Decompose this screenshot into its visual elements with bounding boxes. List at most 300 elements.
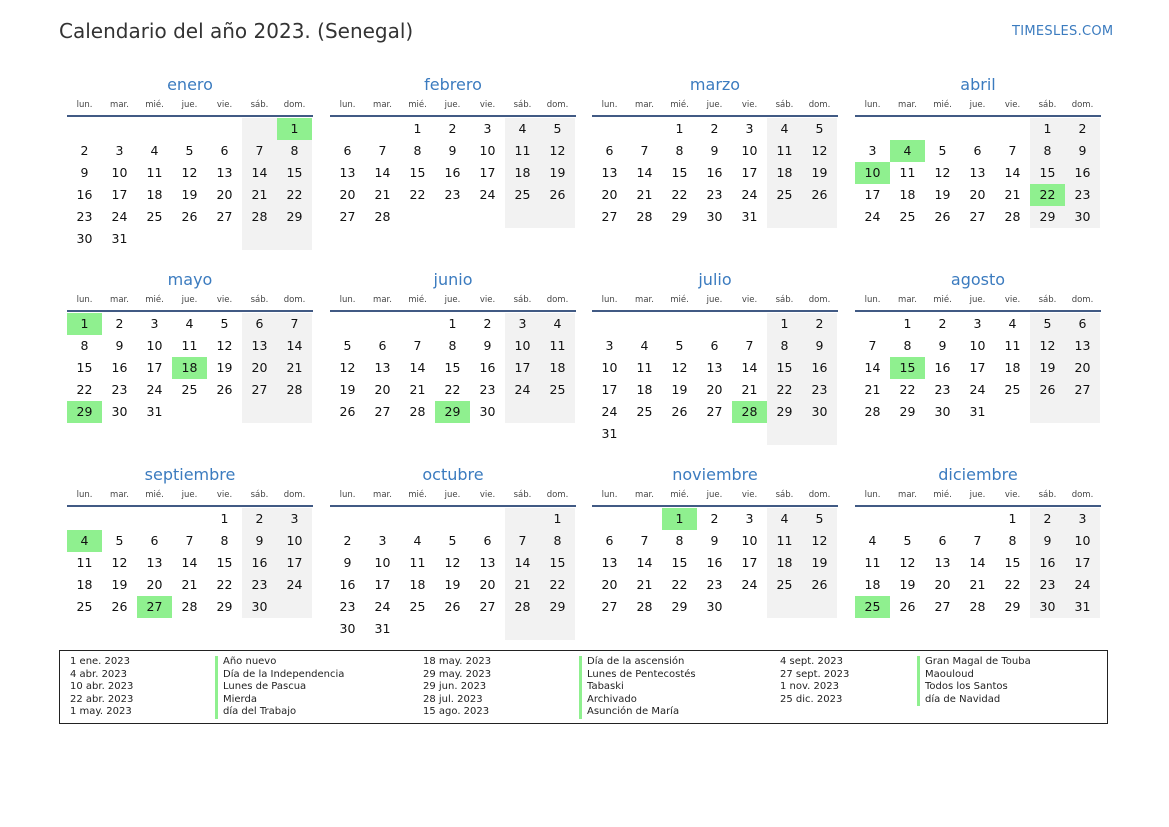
month-title: octubre	[422, 465, 484, 484]
day-cell: 8	[675, 533, 684, 548]
day-cell: 15	[286, 165, 303, 180]
day-cell: 26	[1039, 382, 1056, 397]
day-cell: 8	[290, 143, 299, 158]
holiday-legend	[59, 650, 1108, 724]
day-cell: 21	[636, 187, 653, 202]
month-title: diciembre	[938, 465, 1018, 484]
day-cell: 9	[815, 338, 824, 353]
day-cell: 11	[776, 143, 793, 158]
day-cell: 12	[444, 555, 461, 570]
day-cell: 24	[111, 209, 128, 224]
day-cell: 21	[1004, 187, 1021, 202]
weekday-label: jue.	[181, 295, 198, 305]
holiday-day-cell: 29	[67, 401, 102, 423]
day-cell: 2	[255, 511, 264, 526]
weekday-label: sáb.	[250, 100, 269, 110]
weekday-label: mar.	[373, 100, 392, 110]
day-cell: 19	[444, 577, 461, 592]
day-cell: 4	[518, 121, 527, 136]
day-cell: 17	[286, 555, 303, 570]
day-cell: 19	[899, 577, 916, 592]
weekday-label: mar.	[373, 490, 392, 500]
holiday-day-cell: 1	[67, 313, 102, 335]
day-cell: 4	[150, 143, 159, 158]
day-cell: 21	[864, 382, 881, 397]
day-cell: 20	[601, 187, 618, 202]
day-cell: 19	[549, 165, 566, 180]
day-cell: 23	[1074, 187, 1091, 202]
day-cell: 2	[710, 121, 719, 136]
legend-holiday-name: Maouloud	[917, 669, 974, 682]
weekday-label: mar.	[898, 100, 917, 110]
day-cell: 30	[111, 404, 128, 419]
day-cell: 18	[864, 577, 881, 592]
day-cell: 10	[286, 533, 303, 548]
day-cell: 7	[413, 338, 422, 353]
day-cell: 19	[216, 360, 233, 375]
day-cell: 22	[409, 187, 426, 202]
day-cell: 28	[864, 404, 881, 419]
day-cell: 5	[553, 121, 562, 136]
day-cell: 31	[146, 404, 163, 419]
day-cell: 14	[636, 165, 653, 180]
day-cell: 31	[374, 621, 391, 636]
day-cell: 23	[479, 382, 496, 397]
day-cell: 27	[969, 209, 986, 224]
day-cell: 15	[1039, 165, 1056, 180]
day-cell: 10	[111, 165, 128, 180]
weekday-label: dom.	[808, 295, 831, 305]
weekday-label: vie.	[479, 100, 496, 110]
month-title: noviembre	[672, 465, 758, 484]
weekday-label: lun.	[339, 100, 356, 110]
brand-link[interactable]: TIMESLES.COM	[1012, 24, 1114, 39]
day-cell: 18	[549, 360, 566, 375]
day-cell: 16	[1074, 165, 1091, 180]
day-cell: 6	[1078, 316, 1087, 331]
legend-holiday-name: Lunes de Pascua	[215, 681, 306, 694]
weekday-label: mié.	[408, 295, 427, 305]
weekday-label: mar.	[373, 295, 392, 305]
day-cell: 4	[1008, 316, 1017, 331]
day-cell: 27	[706, 404, 723, 419]
day-cell: 4	[413, 533, 422, 548]
holiday-day-cell: 4	[67, 530, 102, 552]
day-cell: 14	[286, 338, 303, 353]
day-cell: 12	[111, 555, 128, 570]
day-cell: 13	[251, 338, 268, 353]
day-cell: 28	[636, 209, 653, 224]
weekday-label: sáb.	[1038, 490, 1057, 500]
day-cell: 28	[409, 404, 426, 419]
holiday-day-cell: 15	[890, 357, 925, 379]
day-cell: 14	[251, 165, 268, 180]
legend-date: 22 abr. 2023	[70, 693, 134, 705]
day-cell: 20	[969, 187, 986, 202]
day-cell: 2	[80, 143, 89, 158]
day-cell: 14	[741, 360, 758, 375]
weekday-label: sáb.	[1038, 100, 1057, 110]
day-cell: 9	[80, 165, 89, 180]
day-cell: 1	[553, 511, 562, 526]
day-cell: 11	[549, 338, 566, 353]
day-cell: 27	[601, 209, 618, 224]
holiday-day-cell: 1	[277, 118, 312, 140]
day-cell: 16	[76, 187, 93, 202]
day-cell: 27	[1074, 382, 1091, 397]
day-cell: 10	[741, 143, 758, 158]
day-cell: 28	[636, 599, 653, 614]
weekday-label: mié.	[145, 295, 164, 305]
weekday-label: mar.	[635, 100, 654, 110]
day-cell: 9	[115, 338, 124, 353]
day-cell: 6	[150, 533, 159, 548]
month-title: febrero	[424, 75, 482, 94]
month-header-rule	[330, 505, 576, 507]
month-title: agosto	[950, 270, 1006, 289]
weekday-label: sáb.	[1038, 295, 1057, 305]
legend-date: 27 sept. 2023	[780, 668, 850, 680]
legend-date: 28 jul. 2023	[423, 693, 483, 705]
day-cell: 10	[601, 360, 618, 375]
legend-holiday-name: Tabaski	[579, 681, 624, 694]
weekday-label: lun.	[864, 100, 881, 110]
weekday-label: vie.	[216, 295, 233, 305]
day-cell: 6	[938, 533, 947, 548]
day-cell: 7	[745, 338, 754, 353]
day-cell: 17	[864, 187, 881, 202]
day-cell: 24	[514, 382, 531, 397]
weekday-label: dom.	[283, 490, 306, 500]
day-cell: 5	[185, 143, 194, 158]
day-cell: 26	[111, 599, 128, 614]
day-cell: 9	[710, 143, 719, 158]
day-cell: 14	[514, 555, 531, 570]
weekday-label: jue.	[444, 295, 461, 305]
weekday-label: dom.	[546, 295, 569, 305]
day-cell: 3	[745, 121, 754, 136]
day-cell: 11	[1004, 338, 1021, 353]
weekday-label: vie.	[741, 295, 758, 305]
month-header-rule	[592, 505, 838, 507]
day-cell: 1	[903, 316, 912, 331]
legend-date: 1 ene. 2023	[70, 656, 130, 667]
day-cell: 3	[745, 511, 754, 526]
day-cell: 5	[938, 143, 947, 158]
weekday-label: lun.	[339, 490, 356, 500]
day-cell: 6	[343, 143, 352, 158]
day-cell: 30	[706, 209, 723, 224]
month-header-rule	[855, 505, 1101, 507]
day-cell: 21	[374, 187, 391, 202]
day-cell: 17	[1074, 555, 1091, 570]
day-cell: 11	[409, 555, 426, 570]
holiday-day-cell: 18	[172, 357, 207, 379]
day-cell: 24	[479, 187, 496, 202]
day-cell: 19	[811, 165, 828, 180]
day-cell: 12	[811, 533, 828, 548]
day-cell: 16	[251, 555, 268, 570]
day-cell: 16	[444, 165, 461, 180]
day-cell: 4	[553, 316, 562, 331]
day-cell: 9	[448, 143, 457, 158]
day-cell: 22	[1004, 577, 1021, 592]
day-cell: 11	[899, 165, 916, 180]
weekday-label: sáb.	[513, 490, 532, 500]
day-cell: 27	[479, 599, 496, 614]
weekday-label: mar.	[110, 295, 129, 305]
day-cell: 10	[146, 338, 163, 353]
holiday-day-cell: 28	[732, 401, 767, 423]
day-cell: 4	[185, 316, 194, 331]
day-cell: 17	[111, 187, 128, 202]
day-cell: 25	[636, 404, 653, 419]
day-cell: 14	[864, 360, 881, 375]
day-cell: 13	[479, 555, 496, 570]
weekday-label: jue.	[706, 100, 723, 110]
day-cell: 26	[216, 382, 233, 397]
day-cell: 8	[553, 533, 562, 548]
day-cell: 14	[1004, 165, 1021, 180]
day-cell: 11	[864, 555, 881, 570]
weekday-label: sáb.	[250, 295, 269, 305]
day-cell: 18	[899, 187, 916, 202]
day-cell: 19	[811, 555, 828, 570]
weekday-label: mié.	[145, 490, 164, 500]
day-cell: 11	[514, 143, 531, 158]
legend-holiday-name: Mierda	[215, 694, 257, 707]
weekday-label: jue.	[444, 490, 461, 500]
day-cell: 16	[1039, 555, 1056, 570]
weekday-label: lun.	[76, 295, 93, 305]
day-cell: 30	[934, 404, 951, 419]
day-cell: 23	[111, 382, 128, 397]
day-cell: 11	[636, 360, 653, 375]
weekday-label: jue.	[969, 295, 986, 305]
day-cell: 29	[1039, 209, 1056, 224]
day-cell: 14	[969, 555, 986, 570]
day-cell: 20	[339, 187, 356, 202]
day-cell: 25	[899, 209, 916, 224]
day-cell: 22	[549, 577, 566, 592]
day-cell: 3	[378, 533, 387, 548]
day-cell: 28	[286, 382, 303, 397]
day-cell: 21	[251, 187, 268, 202]
day-cell: 13	[934, 555, 951, 570]
month-header-rule	[330, 310, 576, 312]
holiday-day-cell: 27	[137, 596, 172, 618]
legend-date: 4 abr. 2023	[70, 668, 128, 680]
day-cell: 29	[549, 599, 566, 614]
day-cell: 24	[741, 187, 758, 202]
day-cell: 12	[181, 165, 198, 180]
day-cell: 1	[413, 121, 422, 136]
day-cell: 22	[671, 577, 688, 592]
weekday-label: dom.	[283, 100, 306, 110]
legend-date: 15 ago. 2023	[423, 706, 490, 717]
day-cell: 1	[1008, 511, 1017, 526]
day-cell: 23	[706, 187, 723, 202]
day-cell: 7	[378, 143, 387, 158]
day-cell: 22	[444, 382, 461, 397]
weekday-label: mar.	[898, 295, 917, 305]
day-cell: 13	[601, 165, 618, 180]
month-header-rule	[855, 310, 1101, 312]
weekday-label: vie.	[1004, 295, 1021, 305]
weekday-label: sáb.	[775, 295, 794, 305]
month-title: mayo	[167, 270, 213, 289]
day-cell: 11	[146, 165, 163, 180]
weekday-label: lun.	[864, 490, 881, 500]
day-cell: 5	[115, 533, 124, 548]
legend-date: 18 may. 2023	[423, 656, 492, 667]
day-cell: 19	[671, 382, 688, 397]
day-cell: 15	[444, 360, 461, 375]
day-cell: 11	[76, 555, 93, 570]
day-cell: 2	[1078, 121, 1087, 136]
day-cell: 29	[286, 209, 303, 224]
day-cell: 27	[216, 209, 233, 224]
weekday-label: mar.	[635, 490, 654, 500]
weekday-label: mié.	[933, 295, 952, 305]
day-cell: 3	[290, 511, 299, 526]
weekday-label: sáb.	[775, 490, 794, 500]
day-cell: 16	[339, 577, 356, 592]
day-cell: 6	[220, 143, 229, 158]
day-cell: 26	[339, 404, 356, 419]
weekday-label: vie.	[479, 295, 496, 305]
day-cell: 19	[181, 187, 198, 202]
day-cell: 18	[76, 577, 93, 592]
day-cell: 28	[1004, 209, 1021, 224]
month-title: junio	[433, 270, 473, 289]
legend-holiday-name: Día de la Independencia	[215, 669, 344, 682]
day-cell: 28	[251, 209, 268, 224]
day-cell: 25	[549, 382, 566, 397]
day-cell: 12	[1039, 338, 1056, 353]
day-cell: 20	[146, 577, 163, 592]
weekday-label: mar.	[898, 490, 917, 500]
day-cell: 26	[181, 209, 198, 224]
weekday-label: mié.	[408, 490, 427, 500]
day-cell: 25	[776, 187, 793, 202]
day-cell: 7	[290, 316, 299, 331]
day-cell: 1	[1043, 121, 1052, 136]
day-cell: 14	[374, 165, 391, 180]
day-cell: 26	[671, 404, 688, 419]
month-header-rule	[592, 310, 838, 312]
weekday-label: dom.	[283, 295, 306, 305]
day-cell: 19	[1039, 360, 1056, 375]
day-cell: 20	[251, 360, 268, 375]
day-cell: 13	[969, 165, 986, 180]
day-cell: 11	[181, 338, 198, 353]
day-cell: 3	[868, 143, 877, 158]
day-cell: 16	[811, 360, 828, 375]
day-cell: 10	[479, 143, 496, 158]
legend-date: 1 may. 2023	[70, 706, 132, 717]
day-cell: 4	[780, 511, 789, 526]
day-cell: 12	[811, 143, 828, 158]
day-cell: 13	[1074, 338, 1091, 353]
holiday-day-cell: 1	[662, 508, 697, 530]
day-cell: 17	[969, 360, 986, 375]
day-cell: 25	[146, 209, 163, 224]
day-cell: 9	[255, 533, 264, 548]
day-cell: 5	[1043, 316, 1052, 331]
legend-holiday-name: Archivado	[579, 694, 637, 707]
day-cell: 25	[1004, 382, 1021, 397]
legend-date: 1 nov. 2023	[780, 681, 839, 692]
day-cell: 24	[1074, 577, 1091, 592]
day-cell: 3	[973, 316, 982, 331]
day-cell: 24	[864, 209, 881, 224]
day-cell: 20	[479, 577, 496, 592]
day-cell: 15	[549, 555, 566, 570]
day-cell: 23	[76, 209, 93, 224]
day-cell: 12	[216, 338, 233, 353]
month-title: enero	[167, 75, 213, 94]
legend-holiday-name: Todos los Santos	[917, 681, 1008, 694]
day-cell: 26	[811, 577, 828, 592]
day-cell: 16	[111, 360, 128, 375]
day-cell: 18	[146, 187, 163, 202]
day-cell: 20	[216, 187, 233, 202]
day-cell: 7	[868, 338, 877, 353]
day-cell: 1	[675, 121, 684, 136]
weekday-label: sáb.	[513, 295, 532, 305]
month-title: marzo	[689, 75, 741, 94]
day-cell: 22	[286, 187, 303, 202]
weekday-label: dom.	[546, 100, 569, 110]
day-cell: 6	[255, 316, 264, 331]
day-cell: 2	[815, 316, 824, 331]
day-cell: 12	[934, 165, 951, 180]
day-cell: 22	[76, 382, 93, 397]
day-cell: 7	[973, 533, 982, 548]
day-cell: 4	[780, 121, 789, 136]
day-cell: 26	[899, 599, 916, 614]
day-cell: 18	[776, 555, 793, 570]
month-title: septiembre	[144, 465, 236, 484]
day-cell: 26	[444, 599, 461, 614]
day-cell: 15	[216, 555, 233, 570]
day-cell: 22	[776, 382, 793, 397]
day-cell: 12	[899, 555, 916, 570]
day-cell: 8	[80, 338, 89, 353]
day-cell: 23	[339, 599, 356, 614]
holiday-day-cell: 25	[855, 596, 890, 618]
day-cell: 30	[811, 404, 828, 419]
day-cell: 15	[409, 165, 426, 180]
month-title: julio	[698, 270, 732, 289]
day-cell: 6	[378, 338, 387, 353]
day-cell: 2	[448, 121, 457, 136]
day-cell: 22	[899, 382, 916, 397]
day-cell: 17	[146, 360, 163, 375]
day-cell: 20	[601, 577, 618, 592]
day-cell: 5	[815, 511, 824, 526]
weekday-label: jue.	[969, 100, 986, 110]
day-cell: 9	[343, 555, 352, 570]
day-cell: 26	[934, 209, 951, 224]
day-cell: 22	[671, 187, 688, 202]
day-cell: 8	[675, 143, 684, 158]
weekday-label: mié.	[145, 100, 164, 110]
day-cell: 27	[601, 599, 618, 614]
day-cell: 12	[339, 360, 356, 375]
day-cell: 3	[605, 338, 614, 353]
